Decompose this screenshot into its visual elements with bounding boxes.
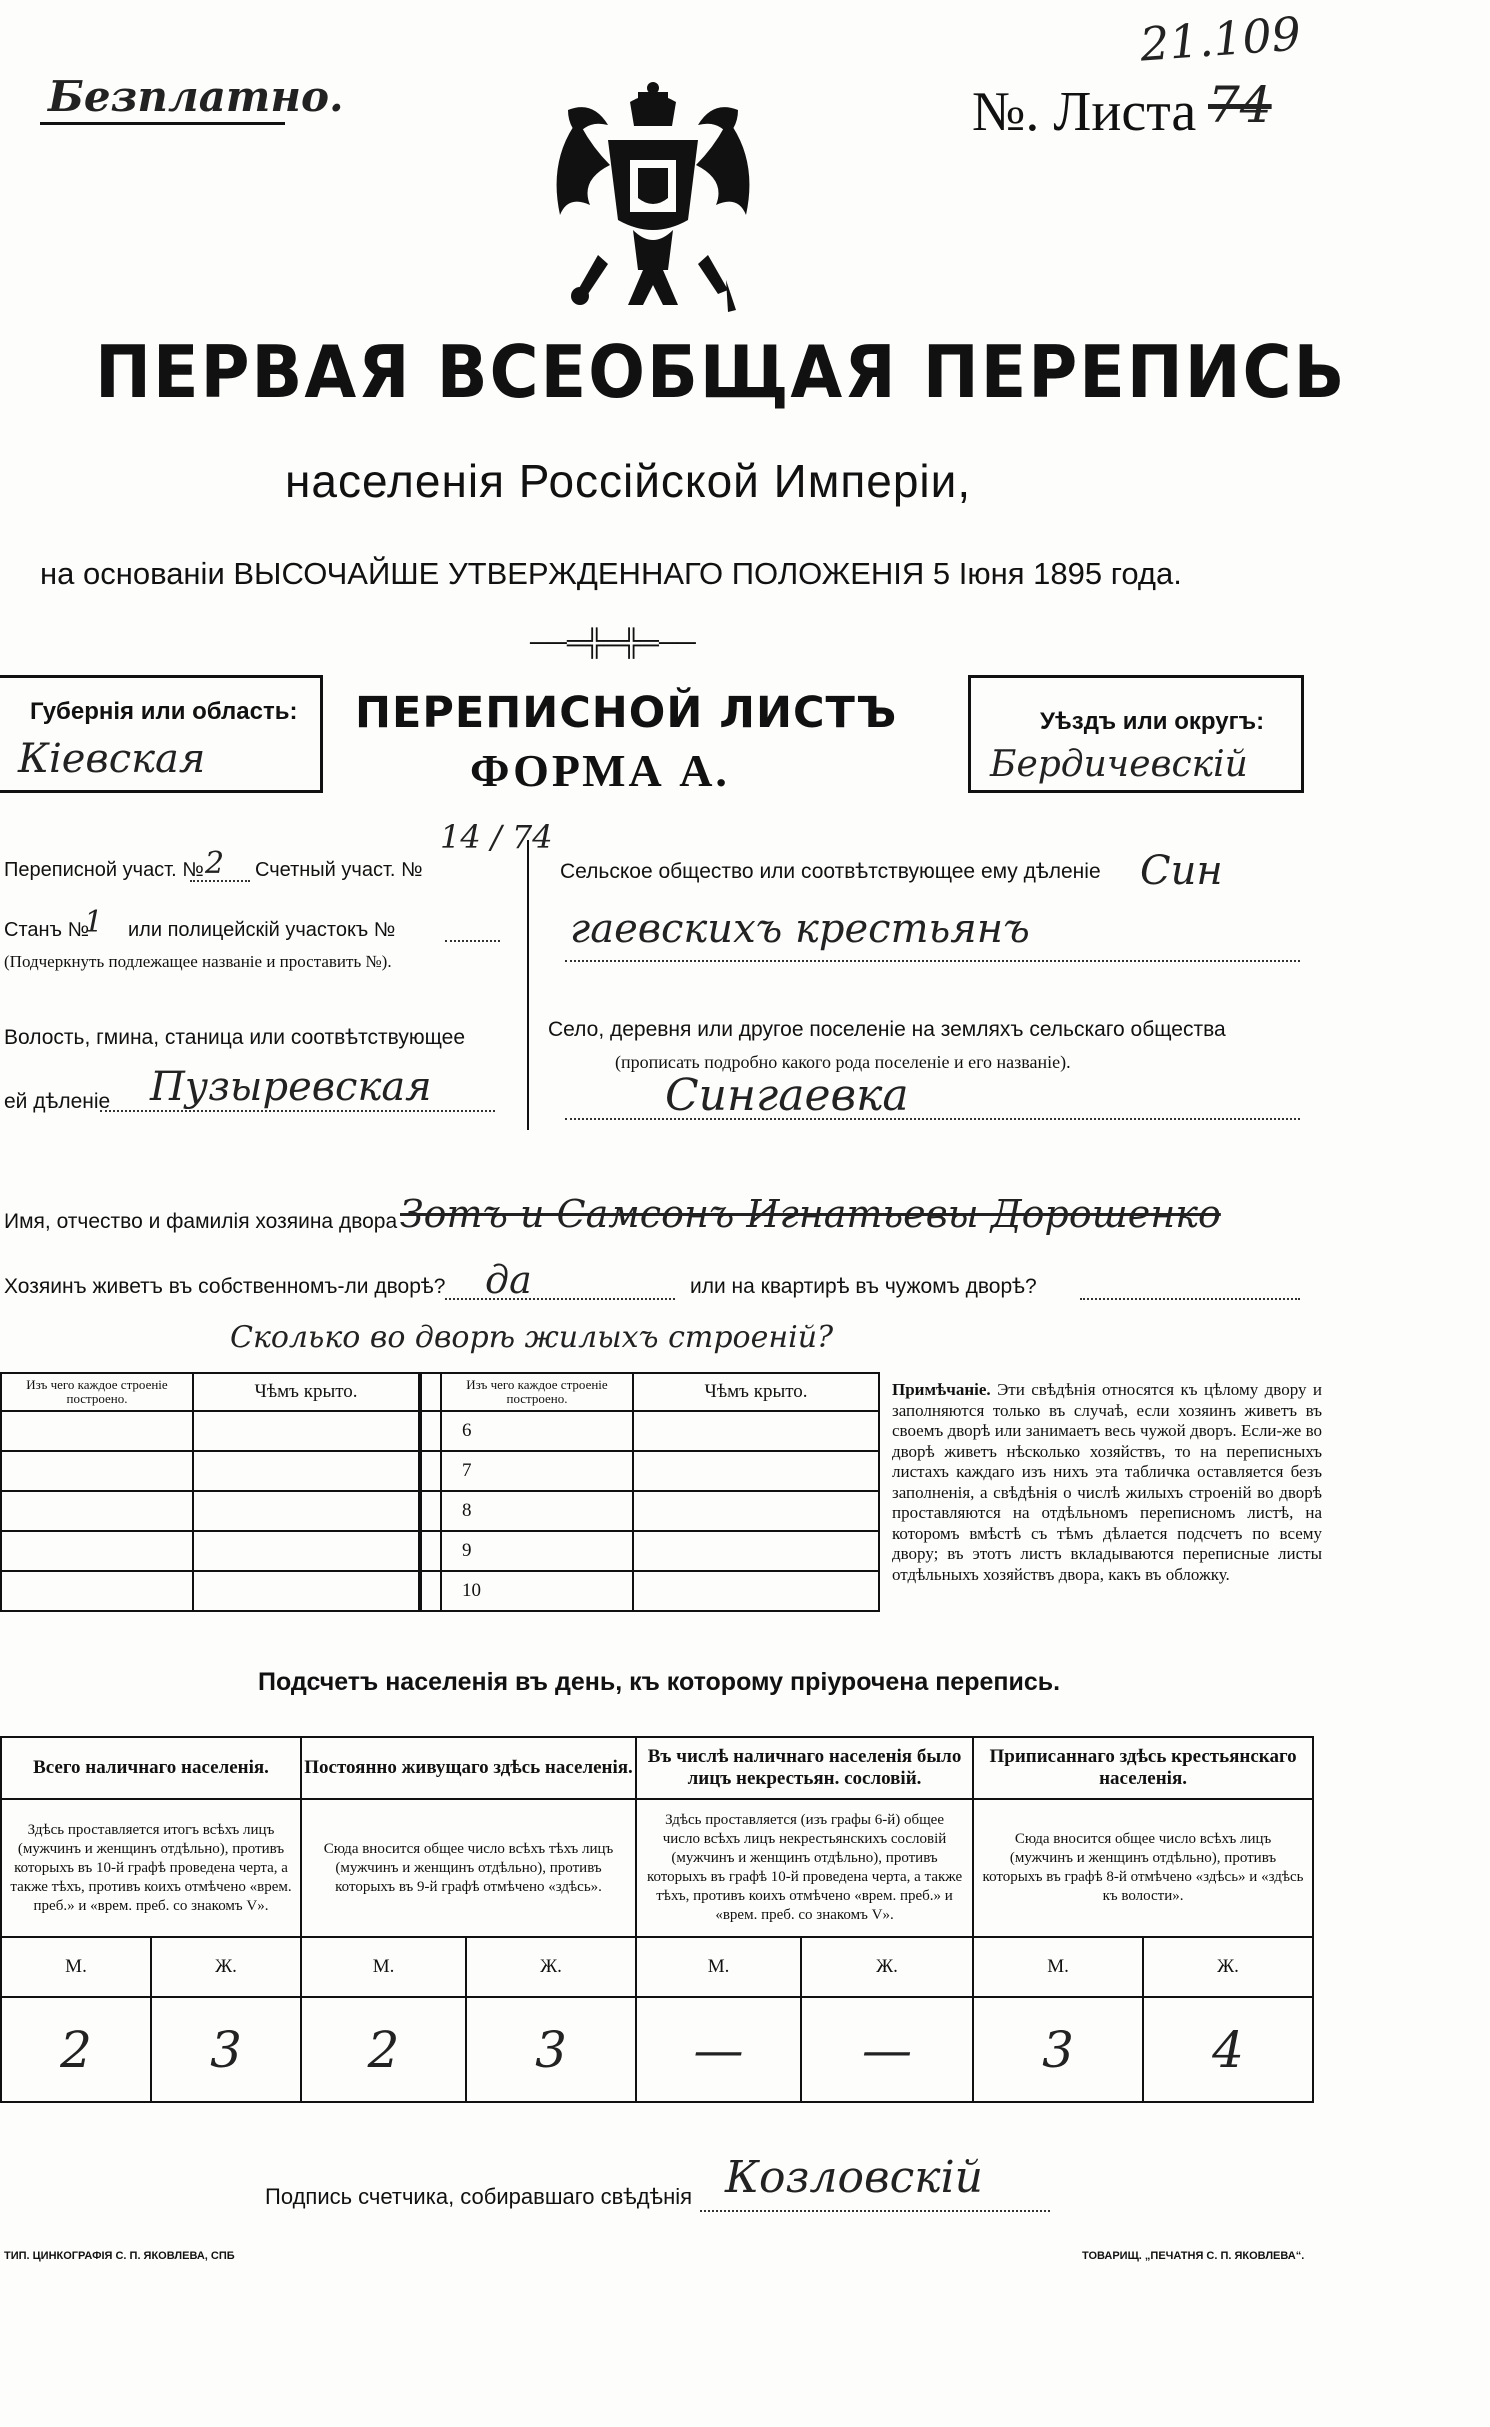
signature-label: Подпись счетчика, собиравшаго свѣдѣнія [265, 2184, 693, 2209]
building-row-1 [1, 1411, 193, 1451]
building-row-5 [1, 1571, 193, 1611]
count-col-4-m-value: 3 [973, 1997, 1143, 2102]
sheet-title: ПЕРЕПИСНОЙ ЛИСТЪ [355, 688, 898, 738]
count-col-1-m-value: 2 [1, 1997, 151, 2102]
society-line [565, 960, 1300, 962]
count-col-3-desc: Здѣсь проставляется (изъ графы 6-й) общее число всѣхъ лицъ некрестьянскихъ сословій (мужчинъ и женщинъ отдѣльно), противъ которыхъ въ графѣ 10-й проведена черта, а также тѣхъ, противъ коихъ отмѣчено «врем. преб.» и «врем. преб. со знакомъ V». [636, 1799, 973, 1937]
count-area-value: 14 / 74 [440, 818, 553, 856]
building-row-3 [1, 1491, 193, 1531]
underline-note: (Подчеркнуть подлежащее названіе и проставить №). [4, 952, 392, 971]
rented-line [1080, 1298, 1300, 1300]
stan-value: 1 [84, 905, 104, 940]
free-underline [40, 122, 285, 125]
count-table [0, 1736, 1314, 2103]
count-col-3-head: Въ числѣ наличнаго населенія было лицъ некрестьян. сословій. [636, 1737, 973, 1799]
buildings-table-left [0, 1372, 420, 1612]
form-label: ФОРМА А. [470, 745, 730, 796]
free-stamp: Безплатно. [48, 72, 344, 121]
count-col-3-f-value: — [801, 1997, 973, 2102]
volost-line [100, 1110, 495, 1112]
signature-value: Козловскій [725, 2152, 983, 2203]
ornament-divider: ──═╬═╬═── [530, 628, 696, 657]
signature-line [700, 2210, 1050, 2212]
note-title: Примѣчаніе. [892, 1380, 991, 1399]
count-col-3-f-label: Ж. [801, 1937, 973, 1997]
own-yard-value: да [485, 1258, 532, 1302]
police-line [445, 940, 500, 942]
count-col-1-m-label: М. [1, 1937, 151, 1997]
field-divider [527, 840, 529, 1130]
province-value: Кіевская [18, 736, 206, 782]
society-label: Сельское общество или соотвѣтствующее ему дѣленіе [560, 860, 1101, 883]
district-value: Бердичевскій [990, 744, 1248, 785]
village-line [565, 1118, 1300, 1120]
count-col-4-m-label: М. [973, 1937, 1143, 1997]
count-col-4-f-label: Ж. [1143, 1937, 1313, 1997]
count-col-2-f-label: Ж. [466, 1937, 636, 1997]
buildings-label: Сколько во дворѣ жилыхъ строеній? [230, 1320, 834, 1355]
sheet-number-label: №. Листа [972, 81, 1197, 143]
own-yard-line [445, 1298, 675, 1300]
col-roof-right: Чѣмъ крыто. [633, 1373, 879, 1411]
count-col-2-m-label: М. [301, 1937, 466, 1997]
col-material-right: Изъ чего каждое строеніе построено. [441, 1373, 633, 1411]
count-col-1-desc: Здѣсь проставляется итогъ всѣхъ лицъ (мужчинъ и женщинъ отдѣльно), противъ которыхъ въ 10-й графѣ проведена черта, а также тѣхъ, противъ коихъ отмѣчено «врем. преб.» и «врем. преб. со знакомъ V». [1, 1799, 301, 1937]
rented-label: или на квартирѣ въ чужомъ дворѣ? [690, 1275, 1037, 1298]
building-row-8: 8 [441, 1491, 633, 1531]
count-col-2-f-value: 3 [466, 1997, 636, 2102]
village-label: Село, деревня или другое поселеніе на земляхъ сельскаго общества [548, 1018, 1226, 1041]
volost-value: Пузыревская [150, 1064, 432, 1110]
imperial-eagle-emblem [538, 80, 768, 315]
count-col-3-m-value: — [636, 1997, 801, 2102]
building-row-6: 6 [441, 1411, 633, 1451]
count-col-4-head: Приписаннаго здѣсь крестьянскаго населенія. [973, 1737, 1313, 1799]
owner-name-value: Зотъ и Самсонъ Игнатьевы Дорошенко [400, 1192, 1221, 1236]
corner-note: 21.109 [1138, 6, 1303, 72]
village-note: (прописать подробно какого рода поселеніе и его названіе). [615, 1052, 1071, 1072]
village-value: Сингаевка [665, 1070, 909, 1121]
building-row-10: 10 [441, 1571, 633, 1611]
col-material: Изъ чего каждое строеніе построено. [1, 1373, 193, 1411]
volost-label: Волость, гмина, станица или соотвѣтствующее [4, 1026, 465, 1049]
building-row-2 [1, 1451, 193, 1491]
census-area-value: 2 [205, 846, 225, 881]
count-col-2-desc: Сюда вносится общее число всѣхъ тѣхъ лицъ (мужчинъ и женщинъ отдѣльно), противъ которыхъ въ 9-й графѣ отмѣчено «здѣсь». [301, 1799, 636, 1937]
census-area-label: Переписной участ. № [4, 859, 204, 881]
building-row-9: 9 [441, 1531, 633, 1571]
stan-label: Станъ № [4, 919, 90, 941]
count-col-2-head: Постоянно живущаго здѣсь населенія. [301, 1737, 636, 1799]
count-section-title: Подсчетъ населенія въ день, къ которому пріурочена перепись. [258, 1668, 1061, 1696]
count-col-4-f-value: 4 [1143, 1997, 1313, 2102]
count-col-1-f-value: 3 [151, 1997, 301, 2102]
subtitle: населенія Россійской Имперіи, [285, 455, 972, 507]
printer-right: ТОВАРИЩ. „ПЕЧАТНЯ С. П. ЯКОВЛЕВА“. [1082, 2250, 1305, 2262]
count-area-label: Счетный участ. № [255, 859, 423, 881]
main-title: ПЕРВАЯ ВСЕОБЩАЯ ПЕРЕПИСЬ [95, 330, 1347, 414]
census-area-line [190, 880, 250, 882]
note-block [892, 1380, 1322, 1585]
count-col-1-f-label: Ж. [151, 1937, 301, 1997]
note-text: Эти свѣдѣнія относятся къ цѣлому двору и заполняются только въ случаѣ, если хозяинъ живетъ въ своемъ дворѣ или занимаетъ весь чужой дворъ. Если-же во дворѣ живетъ нѣсколько хозяйствъ, то на переписныхъ листахъ каждаго изъ нихъ эта табличка оставляется безъ заполненія, а свѣдѣнія о числѣ жилыхъ строеній во дворѣ проставляются на отдѣльномъ переписномъ листѣ, на которомъ вмѣстѣ съ тѣмъ дѣлается подсчетъ по всему двору; въ этотъ листъ вкладываются переписные листы отдѣльныхъ хозяйствъ двора, какъ въ обложку. [892, 1380, 1322, 1584]
building-row-7: 7 [441, 1451, 633, 1491]
own-yard-label: Хозяинъ живетъ въ собственномъ-ли дворѣ? [4, 1275, 446, 1298]
society-value: Син [1140, 848, 1223, 894]
buildings-table-right [420, 1372, 880, 1612]
count-col-4-desc: Сюда вносится общее число всѣхъ лицъ (мужчинъ и женщинъ отдѣльно), противъ которыхъ въ графѣ 8-й отмѣчено «здѣсь» и «здѣсь къ волости». [973, 1799, 1313, 1937]
district-label: Уѣздъ или округъ: [1040, 708, 1265, 735]
owner-name-label: Имя, отчество и фамилія хозяина двора [4, 1210, 398, 1233]
building-row-4 [1, 1531, 193, 1571]
printer-left: ТИП. ЦИНКОГРАФІЯ С. П. ЯКОВЛЕВА, СПБ [4, 2250, 235, 2262]
count-col-1-head: Всего наличнаго населенія. [1, 1737, 301, 1799]
count-col-2-m-value: 2 [301, 1997, 466, 2102]
sheet-number-value: 74 [1208, 76, 1272, 134]
society-value-2: гаевскихъ крестьянъ [570, 906, 1030, 952]
count-col-3-m-label: М. [636, 1937, 801, 1997]
volost-label-2: ей дѣленіе [4, 1090, 111, 1113]
legal-basis: на основаніи ВЫСОЧАЙШЕ УТВЕРЖДЕННАГО ПОЛОЖЕНІЯ 5 Іюня 1895 года. [40, 556, 1182, 591]
police-label: или полицейскій участокъ № [128, 919, 396, 941]
province-label: Губернія или область: [30, 698, 298, 725]
col-roof: Чѣмъ крыто. [193, 1373, 419, 1411]
